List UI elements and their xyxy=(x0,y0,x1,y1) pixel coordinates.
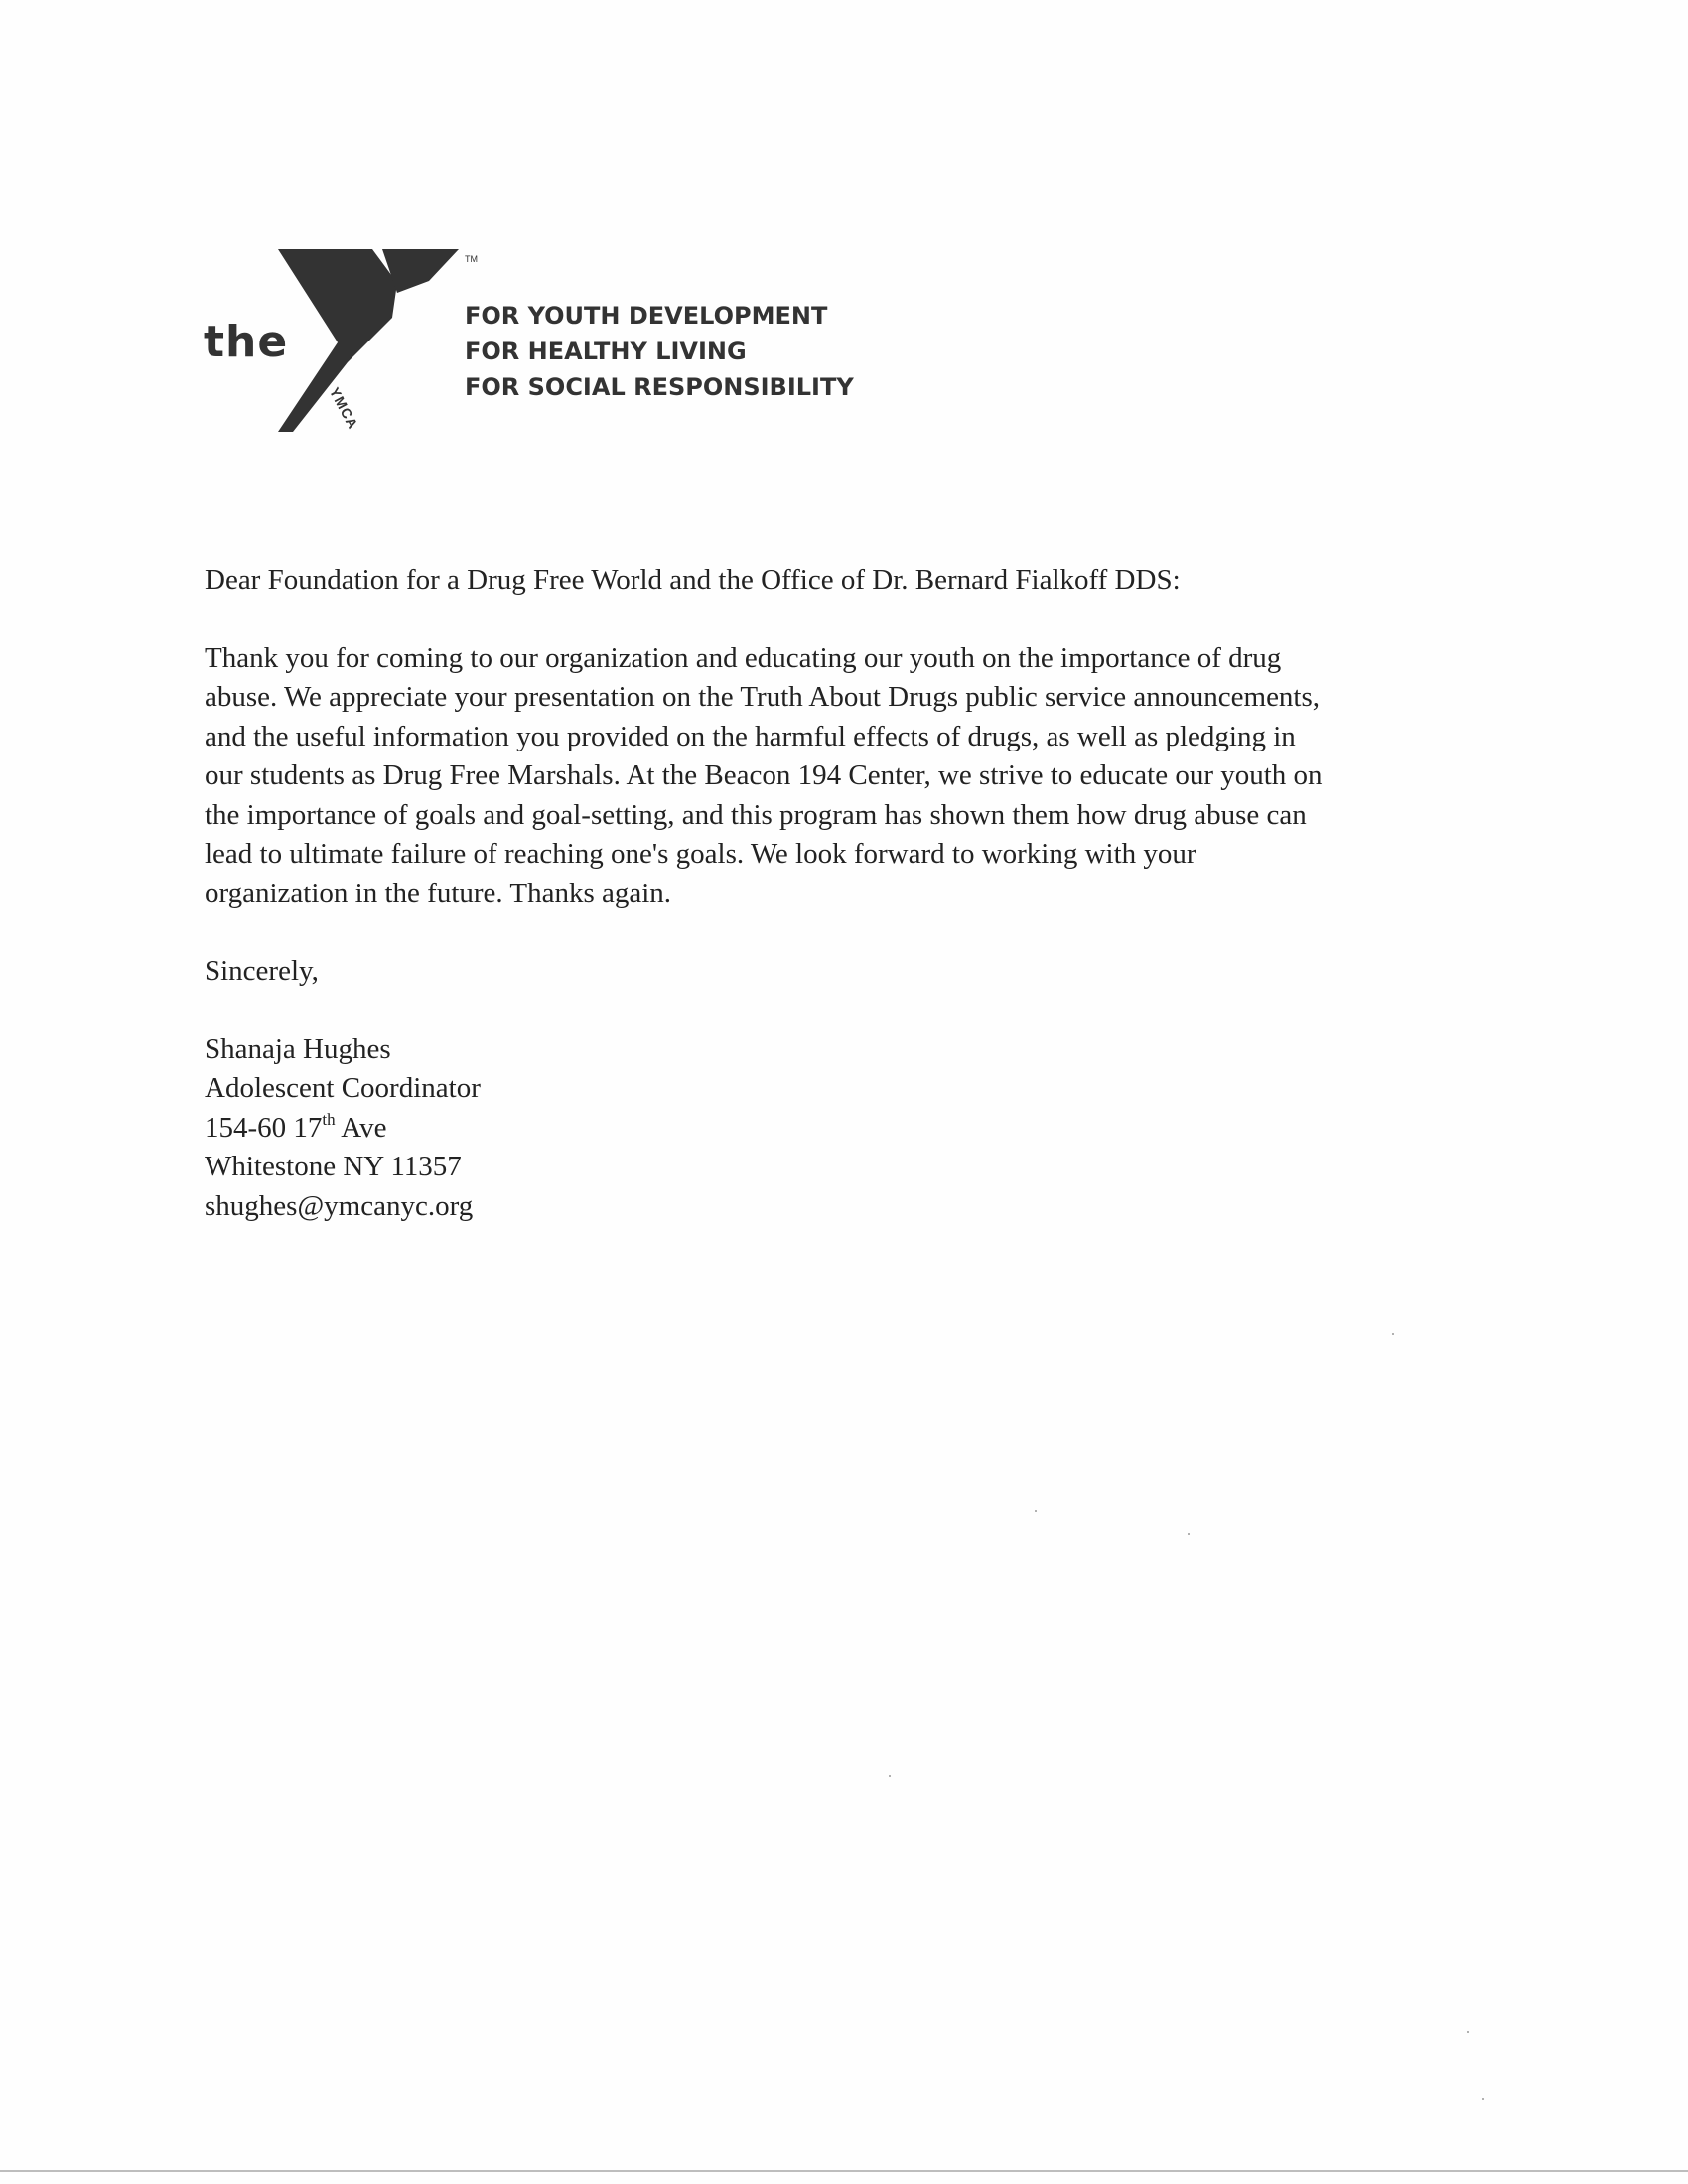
signer-name: Shanaja Hughes xyxy=(205,1032,391,1065)
scan-speck xyxy=(1035,1510,1037,1512)
scan-speck xyxy=(1467,2031,1469,2033)
salutation: Dear Foundation for a Drug Free World and the Office of Dr. Bernard Fialkoff DDS: xyxy=(205,564,1181,596)
scan-edge-line xyxy=(0,2170,1688,2172)
signature-block xyxy=(205,1030,1495,1227)
address-number: 154-60 17 xyxy=(205,1111,323,1144)
scan-speck xyxy=(1392,1333,1394,1335)
body-line: Thank you for coming to our organization and educating our youth on the importance of drug xyxy=(205,641,1282,674)
logo-taglines xyxy=(465,298,854,405)
tagline-healthy-living: FOR HEALTHY LIVING xyxy=(465,338,747,365)
letter-body xyxy=(205,561,1495,1226)
logo-word-the: the xyxy=(204,317,289,367)
body-line: lead to ultimate failure of reaching one's goals. We look forward to working with your xyxy=(205,838,1196,870)
address-ordinal-suffix: th xyxy=(322,1109,336,1129)
signer-title: Adolescent Coordinator xyxy=(205,1072,481,1104)
email-address: shughes@ymcanyc.org xyxy=(205,1189,474,1222)
trademark-mark: TM xyxy=(465,254,478,264)
body-line: our students as Drug Free Marshals. At the Beacon 194 Center, we strive to educate our youth on xyxy=(205,759,1323,791)
scan-speck xyxy=(1188,1533,1190,1535)
ymca-mark: YMCA xyxy=(326,384,362,432)
tagline-social-responsibility: FOR SOCIAL RESPONSIBILITY xyxy=(465,373,854,401)
scan-speck xyxy=(889,1775,891,1777)
body-line: organization in the future. Thanks again. xyxy=(205,877,672,909)
tagline-youth-development: FOR YOUTH DEVELOPMENT xyxy=(465,302,828,330)
body-line: abuse. We appreciate your presentation on the Truth About Drugs public service announcements, xyxy=(205,681,1321,713)
body-paragraph xyxy=(205,639,1495,914)
city-line: Whitestone NY 11357 xyxy=(205,1151,462,1182)
closing: Sincerely, xyxy=(205,955,319,987)
street-address xyxy=(205,1109,1495,1149)
scan-speck xyxy=(1482,2098,1484,2100)
body-line: and the useful information you provided on the harmful effects of drugs, as well as pledging in xyxy=(205,720,1296,752)
address-street: Ave xyxy=(335,1111,387,1144)
body-line: the importance of goals and goal-setting, and this program has shown them how drug abuse can xyxy=(205,798,1307,831)
